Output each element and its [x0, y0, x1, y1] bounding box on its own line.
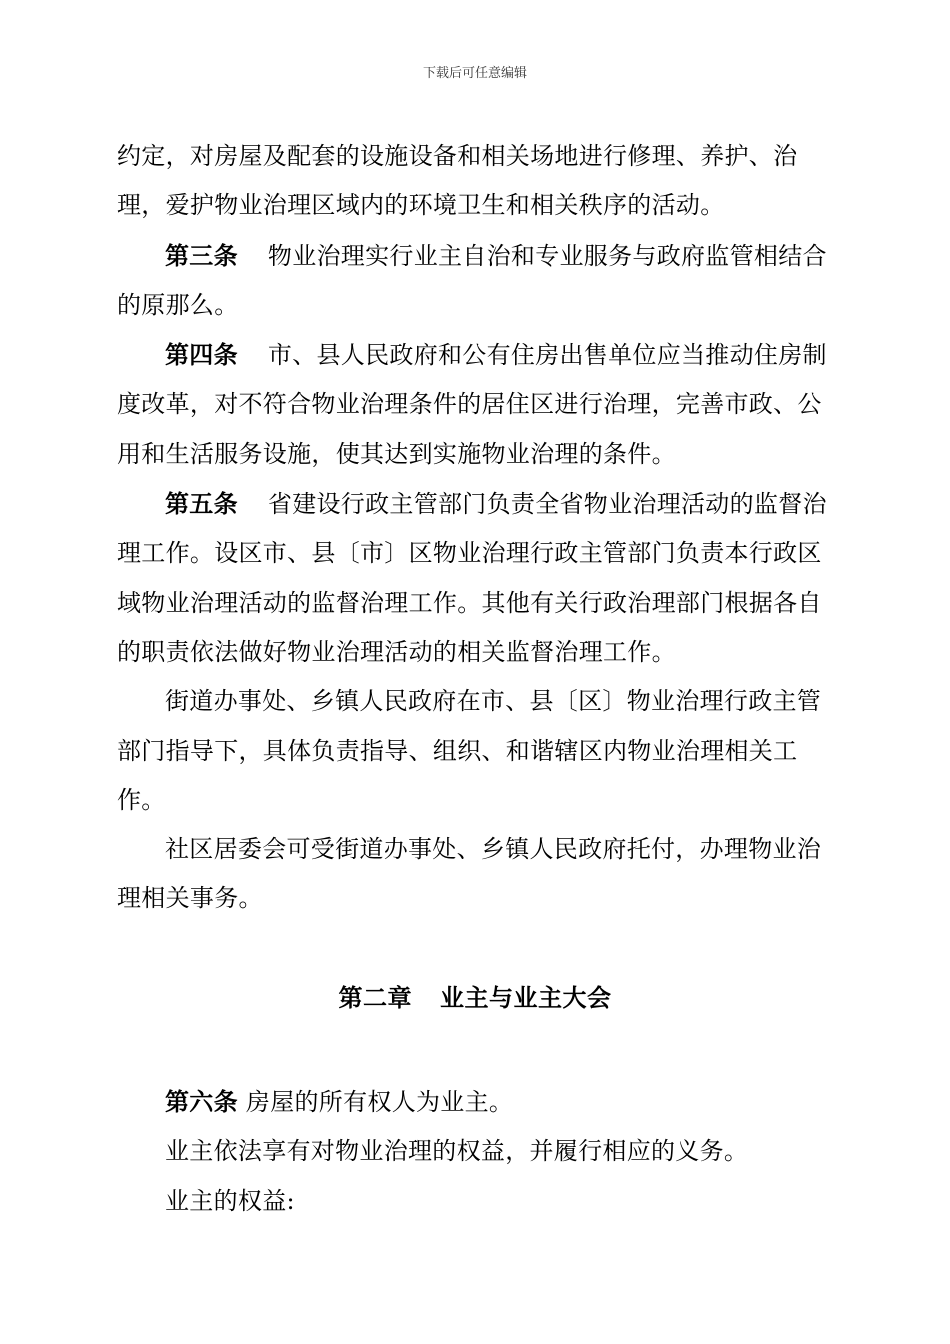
article-6	[117, 1077, 837, 1127]
paragraph-owner-rights	[117, 1127, 837, 1176]
article-label: 第六条	[165, 1087, 238, 1116]
article-text: 省建设行政主管部门负责全省物业治理活动的监督治理工作。设区市、县〔市〕区物业治理行政主管部门负责本行政区域物业治理活动的监督治理工作。其他有关行政治理部门根据各自的职责依法做好物业治理活动的相关监督治理工作。	[117, 490, 827, 666]
chapter-name: 业主与业主大会	[440, 983, 612, 1012]
paragraph-continuation	[117, 132, 837, 231]
document-body	[117, 132, 837, 924]
article-label: 第五条	[165, 489, 238, 519]
chapter-title	[0, 982, 950, 1014]
article-text: 物业治理实行业主自治和专业服务与政府监管相结合的原那么。	[117, 241, 827, 319]
chapter-body	[117, 1077, 837, 1226]
chapter-number: 第二章	[338, 983, 412, 1012]
article-5	[117, 479, 837, 677]
article-label: 第三条	[165, 240, 238, 270]
article-text: 市、县人民政府和公有住房出售单位应当推动住房制度改革，对不符合物业治理条件的居住区进行治理，完善市政、公用和生活服务设施，使其达到实施物业治理的条件。	[117, 341, 827, 468]
paragraph-text: 业主依法享有对物业治理的权益，并履行相应的义务。	[165, 1137, 749, 1166]
paragraph-text: 业主的权益:	[165, 1186, 295, 1215]
paragraph-text: 街道办事处、乡镇人民政府在市、县〔区〕物业治理行政主管部门指导下，具体负责指导、组织、和谐辖区内物业治理相关工作。	[117, 687, 822, 814]
article-4	[117, 330, 837, 479]
paragraph-text: 约定，对房屋及配套的设施设备和相关场地进行修理、养护、治理，爱护物业治理区域内的环境卫生和相关秩序的活动。	[117, 142, 798, 220]
article-label: 第四条	[165, 340, 238, 370]
paragraph-owner-rights-list	[117, 1177, 837, 1226]
paragraph-subdistrict	[117, 677, 837, 825]
paragraph-text: 社区居委会可受街道办事处、乡镇人民政府托付，办理物业治理相关事务。	[117, 835, 822, 913]
page-header: 下载后可任意编辑	[422, 66, 527, 81]
paragraph-community	[117, 825, 837, 924]
article-text: 房屋的所有权人为业主。	[245, 1088, 514, 1116]
article-3	[117, 231, 837, 331]
